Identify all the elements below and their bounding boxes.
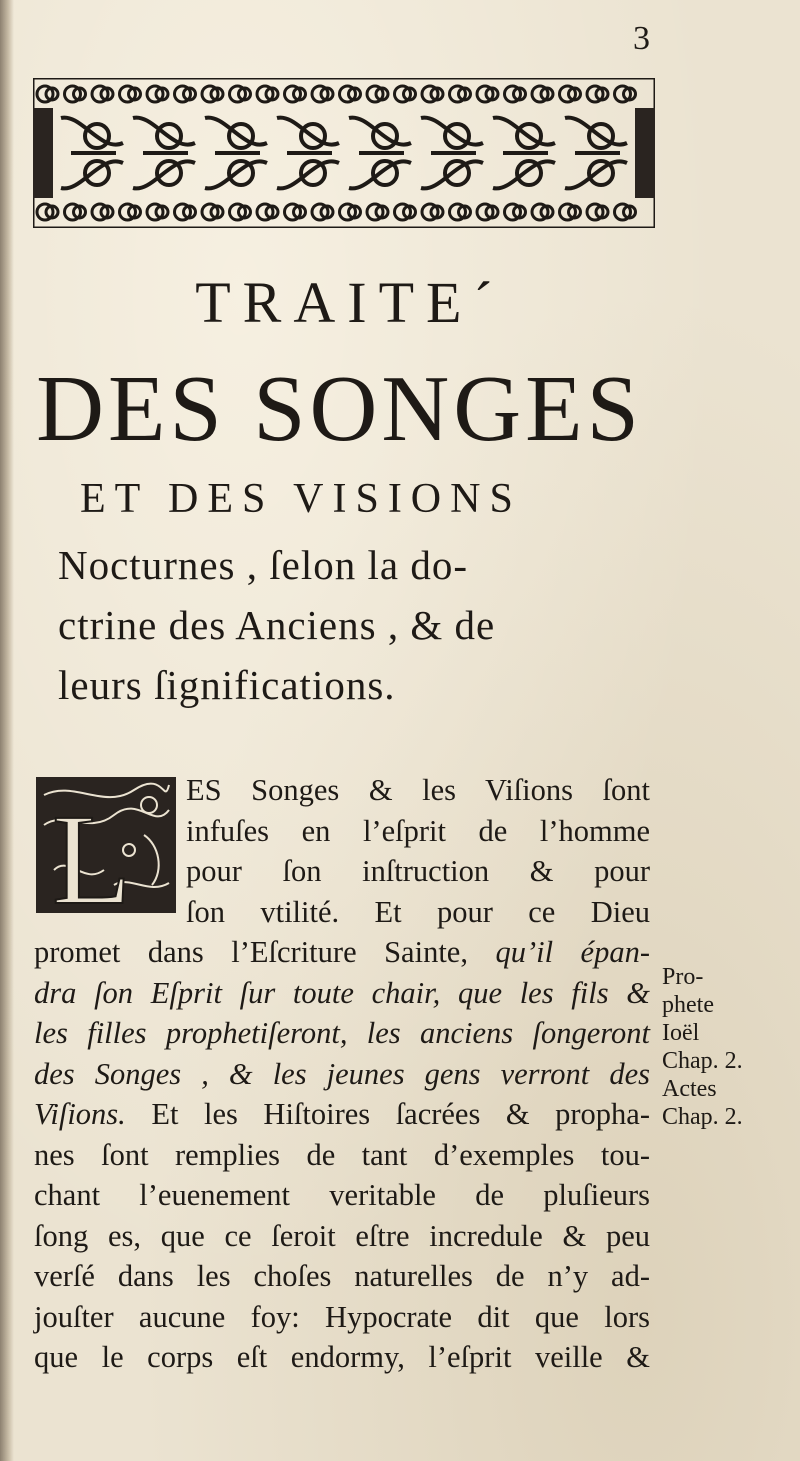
margin-note: Chap. 2.	[662, 1048, 743, 1074]
ornament-scroll	[349, 118, 411, 189]
ornament-rosette	[229, 161, 253, 185]
body-line: les filles prophetiſeront, les anciens ſongeront	[34, 1016, 650, 1050]
body-line: infuſes en l’eſprit de l’homme	[186, 813, 650, 848]
title-traite: TRAITE´	[195, 270, 505, 335]
ornament-rosette	[157, 161, 181, 185]
body-line	[34, 1094, 650, 1135]
ornament-scroll	[493, 118, 555, 189]
body-line: pour ſon inſtruction & pour	[186, 854, 650, 888]
body-text-run: promet dans l’Eſcriture Sainte,	[34, 935, 468, 969]
ornament-rosette	[373, 161, 397, 185]
body-line: ſon vtilité. Et pour ce Dieu	[186, 894, 650, 929]
body-line	[34, 932, 650, 973]
body-line: que le corps eſt endormy, l’eſprit veille &	[34, 1340, 650, 1374]
title-et-des-visions: ET DES VISIONS	[80, 476, 522, 522]
body-line: ES Songes & les Viſions ſont	[186, 773, 650, 807]
ornament-scroll	[421, 118, 483, 189]
body-line: des Songes , & les jeunes gens verront des	[34, 1056, 650, 1091]
title-subtitle	[58, 535, 648, 715]
subtitle-line: Nocturnes , ſelon la do-	[58, 542, 468, 588]
body-italic-run: qu’il épan-	[495, 935, 650, 969]
subtitle-line: leurs ſignifications.	[58, 662, 396, 708]
ornament-rosette	[301, 161, 325, 185]
margin-note: phete	[662, 992, 714, 1018]
body-line: verſé dans les choſes naturelles de n’y ad-	[34, 1259, 650, 1293]
ornament-scroll	[133, 118, 195, 189]
ornamental-headpiece	[33, 78, 655, 228]
book-gutter	[0, 0, 14, 1461]
margin-note: Ioël	[662, 1020, 700, 1046]
ornament-rosette	[445, 161, 469, 185]
margin-note: Pro-	[662, 964, 704, 990]
ornament-scroll	[277, 118, 339, 189]
body-line: dra ſon Eſprit ſur toute chair, que les fils &	[34, 975, 650, 1010]
ornament-scroll	[61, 118, 123, 189]
ornament-rosette	[589, 161, 613, 185]
body-line: jouſter aucune foy: Hypocrate dit que lors	[34, 1299, 650, 1334]
margin-note: Actes	[662, 1076, 717, 1102]
body-italic-run: Viſions.	[34, 1097, 126, 1131]
body-text-run: Et les Hiſtoires ſacrées & propha-	[151, 1097, 650, 1131]
subtitle-line: ctrine des Anciens , & de	[58, 602, 496, 648]
ornament-rosette	[517, 161, 541, 185]
page-number: 3	[633, 20, 650, 57]
ornament-scroll	[565, 118, 627, 189]
drop-cap-letter: L	[52, 788, 132, 917]
body-line: ſong es, que ce ſeroit eſtre incredule & peu	[34, 1218, 650, 1253]
body-line: chant l’euenement veritable de pluſieurs	[34, 1178, 650, 1212]
ornament-scroll	[205, 118, 267, 189]
title-des-songes: DES SONGES	[36, 357, 643, 461]
body-text	[34, 770, 650, 1378]
body-line: nes ſont remplies de tant d’exemples tou-	[34, 1137, 650, 1172]
margin-note: Chap. 2.	[662, 1104, 743, 1130]
ornament-rosette	[85, 161, 109, 185]
margin-notes	[662, 963, 792, 1131]
